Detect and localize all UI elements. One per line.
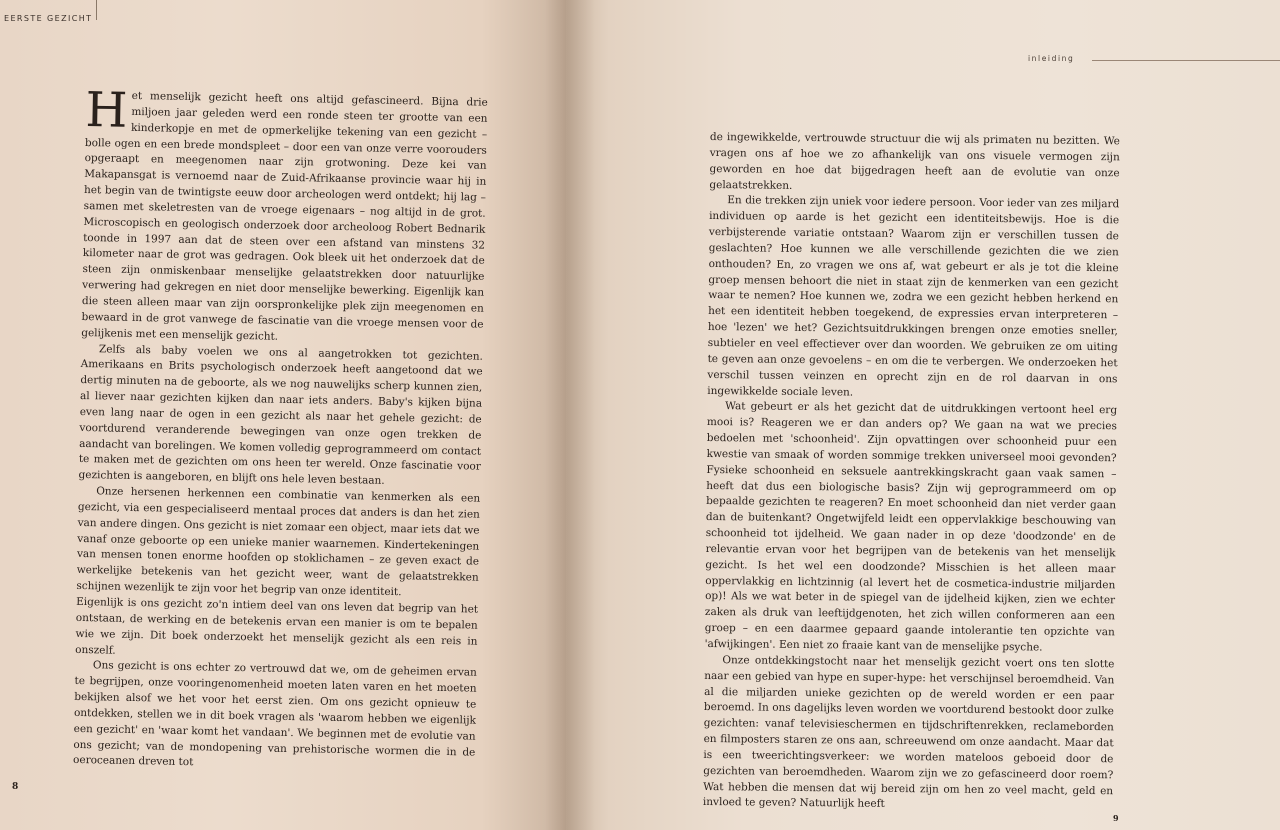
running-head-rule — [96, 0, 97, 20]
drop-cap: H — [85, 82, 128, 139]
left-page — [0, 0, 566, 830]
paragraph: Zelfs als baby voelen we ons al aangetrokken tot gezichten. Amerikaans en Brits psychologisch onderzoek heeft aangetoond dat we dertig minuten na de geboorte, als we nog nauwelijks scherp kunnen zien, al liever naar gezichten kijken dan naar iets anders. Baby's kijken bijna even lang naar de ogen in een gezicht als naar het gehele gezicht: de voortdurend veranderende bewegingen van onze ogen trekken de aandacht van borelingen. We komen volledig geprogrammeerd om contact te maken met de gezichten om ons heen ter wereld. Onze fascinatie voor gezichten is aangeboren, en blijft ons hele leven bestaan. — [78, 342, 484, 488]
paragraph — [81, 82, 488, 349]
paragraph: Eigenlijk is ons gezicht zo'n intiem deel van ons leven dat begrip van het ontstaan, de werking en de betekenis ervan een manier is om te bepalen wie we zijn. Dit boek onderzoekt het menselijk gezicht als een reis in onszelf. — [75, 595, 479, 657]
paragraph-text: et menselijk gezicht heeft ons altijd gefascineerd. Bijna drie miljoen jaar geleden werd een ronde steen ter grootte van een kinderkopje en met de opmerkelijke tekening van een gezicht – bolle ogen en een brede mondspleet – door een van onze verre voorouders opgeraapt en meegenomen naar zijn grotwoning. Deze kei van Makapansgat is vernoemd naar de Zuid-Afrikaanse provincie waar hij in het begin van de twintigste eeuw door archeologen werd ontdekt; hij lag – samen met skeletresten van de vroege eigenaars – nog altijd in de grot. Microscopisch en geologisch onderzoek door archeoloog Robert Bednarik toonde in 1997 aan dat de steen over een afstand van minstens 32 kilometer naar de grot was gedragen. Ook bleek uit het onderzoek dat de steen zijn onmiskenbaar menselijke gelaatstrekken door natuurlijke verwering had gekregen en niet door menselijke bewerking. Eigenlijk kan die steen alleen maar van zijn oorspronkelijke plek zijn meegenomen en bewaard in de grot vanwege de fascinatie van die vroege mensen voor de gelijkenis met een menselijk gezicht. — [81, 89, 488, 343]
paragraph: de ingewikkelde, vertrouwde structuur die wij als primaten nu bezitten. We vragen ons af hoe we zo afhankelijk van ons visuele vermogen zijn geworden en hoe dat bijgedragen heeft aan de evolutie van onze gelaatstrekken. — [709, 130, 1120, 192]
page-number-left: 8 — [12, 782, 19, 792]
paragraph: Onze hersenen herkennen een combinatie van kenmerken als een gezicht, via een gespecialiseerd mentaal proces dat anders is dan het zien van andere dingen. Ons gezicht is niet zomaar een object, maar iets dat we vanaf onze geboorte op een unieke manier waarnemen. Kindertekeningen van mensen tonen enorme hoofden op stoklichamen – ze geven exact de werkelijke betekenis van het gezicht weer, want de gelaatstrekken schijnen wezenlijk te zijn voor het begrip van onze identiteit. — [76, 485, 481, 599]
left-text-column — [72, 82, 488, 777]
paragraph: Ons gezicht is ons echter zo vertrouwd dat we, om de geheimen ervan te begrijpen, onze vooringenomenheid moeten laten varen en het moeten bekijken alsof we het voor het eerst zien. Om ons gezicht opnieuw te ontdekken, stellen we in dit boek vragen als 'waarom hebben we eigenlijk een gezicht' en 'waar komt het vandaan'. We beginnen met de evolutie van ons gezicht; van de mondopening van prehistorische wormen die in de oeroceanen dreven tot — [72, 659, 477, 769]
right-text-column — [703, 130, 1120, 816]
page-number-right: 9 — [1113, 813, 1119, 823]
running-head-right: inleiding — [1028, 54, 1075, 63]
running-head-left: EERSTE GEZICHT — [4, 14, 93, 23]
running-head-rule — [1092, 60, 1280, 61]
right-page — [566, 0, 1280, 830]
paragraph: Onze ontdekkingstocht naar het menselijk gezicht voert ons ten slotte naar een gebied van hype en super-hype: het verschijnsel beroemdheid. Van al die miljarden unieke gezichten op de wereld worden er een paar beroemd. In ons dagelijks leven worden we voortdurend bestookt door zulke gezichten: vanaf televisieschermen en tijdschriftenrekken, reclameborden en filmposters staren ze ons aan, schreeuwend om onze aandacht. Maar dat is een tweerichtingsverkeer: we worden mateloos geboeid door de gezichten van beroemdheden. Waarom zijn we zo gefascineerd door roem? Wat hebben die mensen dat wij bereid zijn om hen zo veel macht, geld en invloed te geven? Natuurlijk heeft — [702, 654, 1115, 811]
paragraph: En die trekken zijn uniek voor iedere persoon. Voor ieder van zes miljard individuen op aarde is het gezicht een identiteitsbewijs. Hoe is die verbijsterende variatie ontstaan? Waarom zijn er verschillen tussen de geslachten? Hoe kunnen we alle verschillende gezichten die we zien onthouden? En, zo vragen we ons af, wat gebeurt er als je tot die kleine groep mensen behoort die niet in staat zijn de kenmerken van een gezicht waar te nemen? Hoe kunnen we, zodra we een gezicht hebben herkend en het een identiteit hebben toegekend, de expressies ervan interpreteren – hoe 'lezen' we het? Gezichtsuitdrukkingen brengen onze emoties sneller, subtieler en veel effectiever over dan woorden. We gebruiken ze om uiting te geven aan onze gevoelens – en om die te verbergen. We onderzoeken het verschil tussen veinzen en oprecht zijn en de rol daarvan in ons ingewikkelde sociale leven. — [707, 194, 1120, 399]
paragraph: Wat gebeurt er als het gezicht dat de uitdrukkingen vertoont heel erg mooi is? Reageren we er dan anders op? We gaan na wat we precies bedoelen met 'schoonheid'. Zijn opvattingen over schoonheid puur een kwestie van smaak of worden sommige trekken universeel mooi gevonden? Fysieke schoonheid en seksuele aantrekkingskracht gaan vaak samen – heeft dat dus een biologische basis? Zijn wij geprogrammeerd om op bepaalde gezichten te reageren? En moet schoonheid dan niet verder gaan dan de buitenkant? Ongetwijfeld leidt een oppervlakkige beschouwing van schoonheid tot ijdelheid. We gaan nader in op deze 'doodzonde' en de relevantie ervan voor het begrijpen van de betekenis van het menselijk gezicht. Is het wel een doodzonde? Misschien is het alleen maar oppervlakkig en lichtzinnig (al levert het de cosmetica-industrie miljarden op)! Als we wat beter in de spiegel van de ijdelheid kijken, zien we echter zaken als druk van leeftijdgenoten, het zich willen conformeren aan een groep – en een daarmee gepaard gaande intolerantie ten opzichte van 'afwijkingen'. Een niet zo fraaie kant van de menselijke psyche. — [704, 400, 1118, 654]
